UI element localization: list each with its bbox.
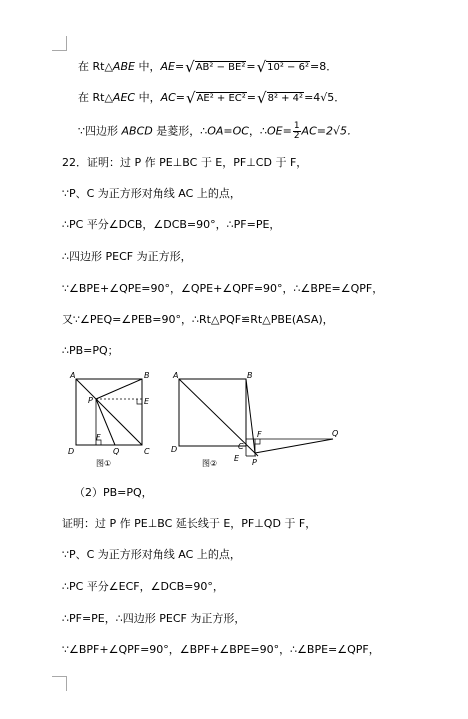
line-part2-diagonal: ∵P、C 为正方形对角线 AC 上的点， xyxy=(62,548,241,561)
caption-figure-1: 图① xyxy=(96,459,112,468)
sqrt-8-4: √8² + 4² xyxy=(257,89,304,107)
caption-figure-2: 图② xyxy=(202,459,218,468)
radicand: AB² − BE² xyxy=(195,62,246,73)
text: = xyxy=(175,91,186,104)
line-rhombus xyxy=(78,122,358,141)
label-a: A xyxy=(173,371,179,380)
line-angle-eq: ∵∠BPE+∠QPE=90°，∠QPE+∠QPF=90°，∴∠BPE=∠QPF， xyxy=(62,282,384,295)
right-angle-e xyxy=(137,399,142,404)
text: 是菱形，∴ xyxy=(152,124,208,138)
text: 在 Rt△ xyxy=(78,60,113,73)
text: = xyxy=(174,60,185,73)
label-c: C xyxy=(238,442,244,451)
text: ABE xyxy=(112,60,135,73)
radicand: AE² + EC² xyxy=(196,93,246,104)
label-b: B xyxy=(144,371,150,380)
label-d: D xyxy=(68,447,75,456)
label-f: F xyxy=(96,433,101,442)
text: AEC xyxy=(112,91,136,104)
label-a: A xyxy=(70,371,76,380)
text: OE= xyxy=(266,124,292,138)
fraction-half xyxy=(293,122,301,141)
text: = xyxy=(246,91,257,104)
figure-2 xyxy=(168,370,350,468)
sqrt-ae-ec: √AE² + EC² xyxy=(186,89,246,107)
right-angle-f xyxy=(255,439,260,444)
label-q: Q xyxy=(332,429,339,438)
sqrt-10-6: √10² − 6² xyxy=(256,58,309,76)
sqrt-ab-be: √AB² − BE² xyxy=(185,58,246,76)
line-part-2: （2）PB=PQ， xyxy=(74,486,153,499)
label-q: Q xyxy=(113,447,120,456)
text: AC=2√5． xyxy=(301,124,358,138)
text: AC xyxy=(160,91,176,104)
text: = xyxy=(246,60,256,73)
segment-pb xyxy=(96,379,142,399)
figure-1 xyxy=(62,370,162,468)
line-part2-bisect: ∴PC 平分∠ECF，∠DCB=90°， xyxy=(62,580,224,593)
text: =8． xyxy=(309,60,338,73)
line-pb-pq: ∴PB=PQ； xyxy=(62,344,119,357)
radicand: 8² + 4² xyxy=(267,93,304,104)
crop-mark-bottom-left xyxy=(52,676,67,691)
text: ，∴ xyxy=(248,124,267,138)
label-p: P xyxy=(252,458,257,467)
text: ABCD xyxy=(121,124,153,138)
label-f: F xyxy=(257,430,262,439)
line-part2-square: ∴PF=PE，∴四边形 PECF 为正方形， xyxy=(62,612,246,625)
label-d: D xyxy=(171,445,178,454)
text: OA=OC xyxy=(207,124,249,138)
text: 中， xyxy=(135,91,161,104)
text: AE xyxy=(160,60,175,73)
numerator: 1 xyxy=(293,121,300,131)
text: 在 Rt△ xyxy=(78,91,113,104)
diagonal-ac xyxy=(76,379,142,445)
label-e: E xyxy=(234,454,240,463)
label-e: E xyxy=(144,397,150,406)
line-pecf-square: ∴四边形 PECF 为正方形， xyxy=(62,250,192,263)
line-part2-proof-intro: 证明：过 P 作 PE⊥BC 延长线于 E，PF⊥QD 于 F， xyxy=(62,517,317,530)
line-ae-calc xyxy=(78,60,337,75)
line-ac-calc xyxy=(78,91,345,106)
text: =4√5． xyxy=(304,91,346,104)
line-part2-angle-eq: ∵∠BPF+∠QPF=90°，∠BPF+∠BPE=90°，∴∠BPE=∠QPF， xyxy=(62,643,380,656)
segment-pb xyxy=(246,379,255,453)
line-congruent: 又∵∠PEQ=∠PEB=90°，∴Rt△PQF≌Rt△PBE(ASA)， xyxy=(62,313,334,326)
radicand: 10² − 6² xyxy=(267,62,309,73)
segment-pq xyxy=(255,439,333,453)
line-22-proof-intro: 22．证明：过 P 作 PE⊥BC 于 E，PF⊥CD 于 F， xyxy=(62,156,308,169)
line-pc-bisect: ∴PC 平分∠DCB，∠DCB=90°，∴PF=PE， xyxy=(62,218,281,231)
text: ∵四边形 xyxy=(78,124,122,138)
label-p: P xyxy=(88,396,93,405)
denominator: 2 xyxy=(293,131,300,141)
line-pc-diagonal: ∵P、C 为正方形对角线 AC 上的点， xyxy=(62,187,241,200)
crop-mark-top-left xyxy=(52,36,67,51)
text: 中， xyxy=(134,60,161,73)
label-c: C xyxy=(144,447,150,456)
label-b: B xyxy=(247,371,253,380)
